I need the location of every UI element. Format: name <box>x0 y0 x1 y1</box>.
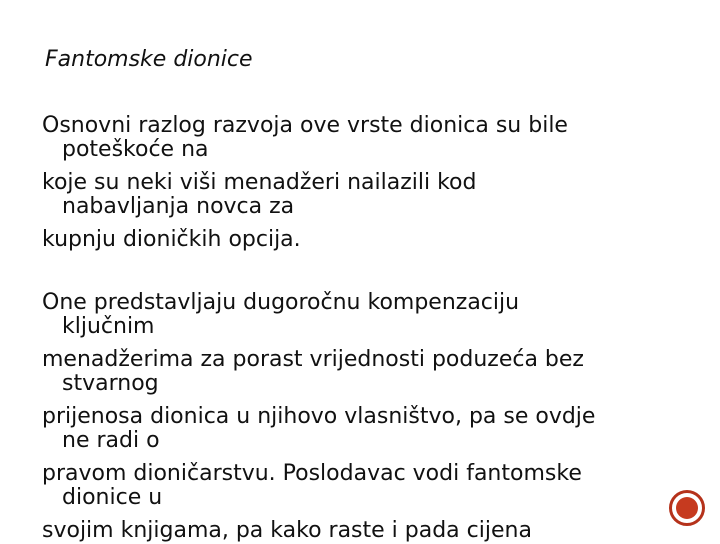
body-line: dionice u <box>62 485 163 510</box>
slide-title: Fantomske dionice <box>45 47 253 72</box>
body-line: poteškoće na <box>62 137 209 162</box>
body-line: nabavljanja novca za <box>62 194 295 219</box>
body-line: One predstavljaju dugoročnu kompenzaciju <box>42 290 520 315</box>
body-line: Osnovni razlog razvoja ove vrste dionica su bile <box>42 113 568 138</box>
body-line: prijenosa dionica u njihovo vlasništvo, pa se ovdje <box>42 404 596 429</box>
body-line: ne radi o <box>62 428 160 453</box>
body-line: svojim knjigama, pa kako raste i pada cijena <box>42 518 532 543</box>
body-line: menadžerima za porast vrijednosti poduzeća bez <box>42 347 584 372</box>
body-line: stvarnog <box>62 371 159 396</box>
next-slide-button[interactable] <box>669 490 705 526</box>
body-line: koje su neki viši menadžeri nailazili kod <box>42 170 477 195</box>
body-line: pravom dioničarstvu. Poslodavac vodi fantomske <box>42 461 582 486</box>
body-line: ključnim <box>62 314 155 339</box>
circle-nav-icon <box>676 497 698 519</box>
body-line: kupnju dioničkih opcija. <box>42 227 301 252</box>
